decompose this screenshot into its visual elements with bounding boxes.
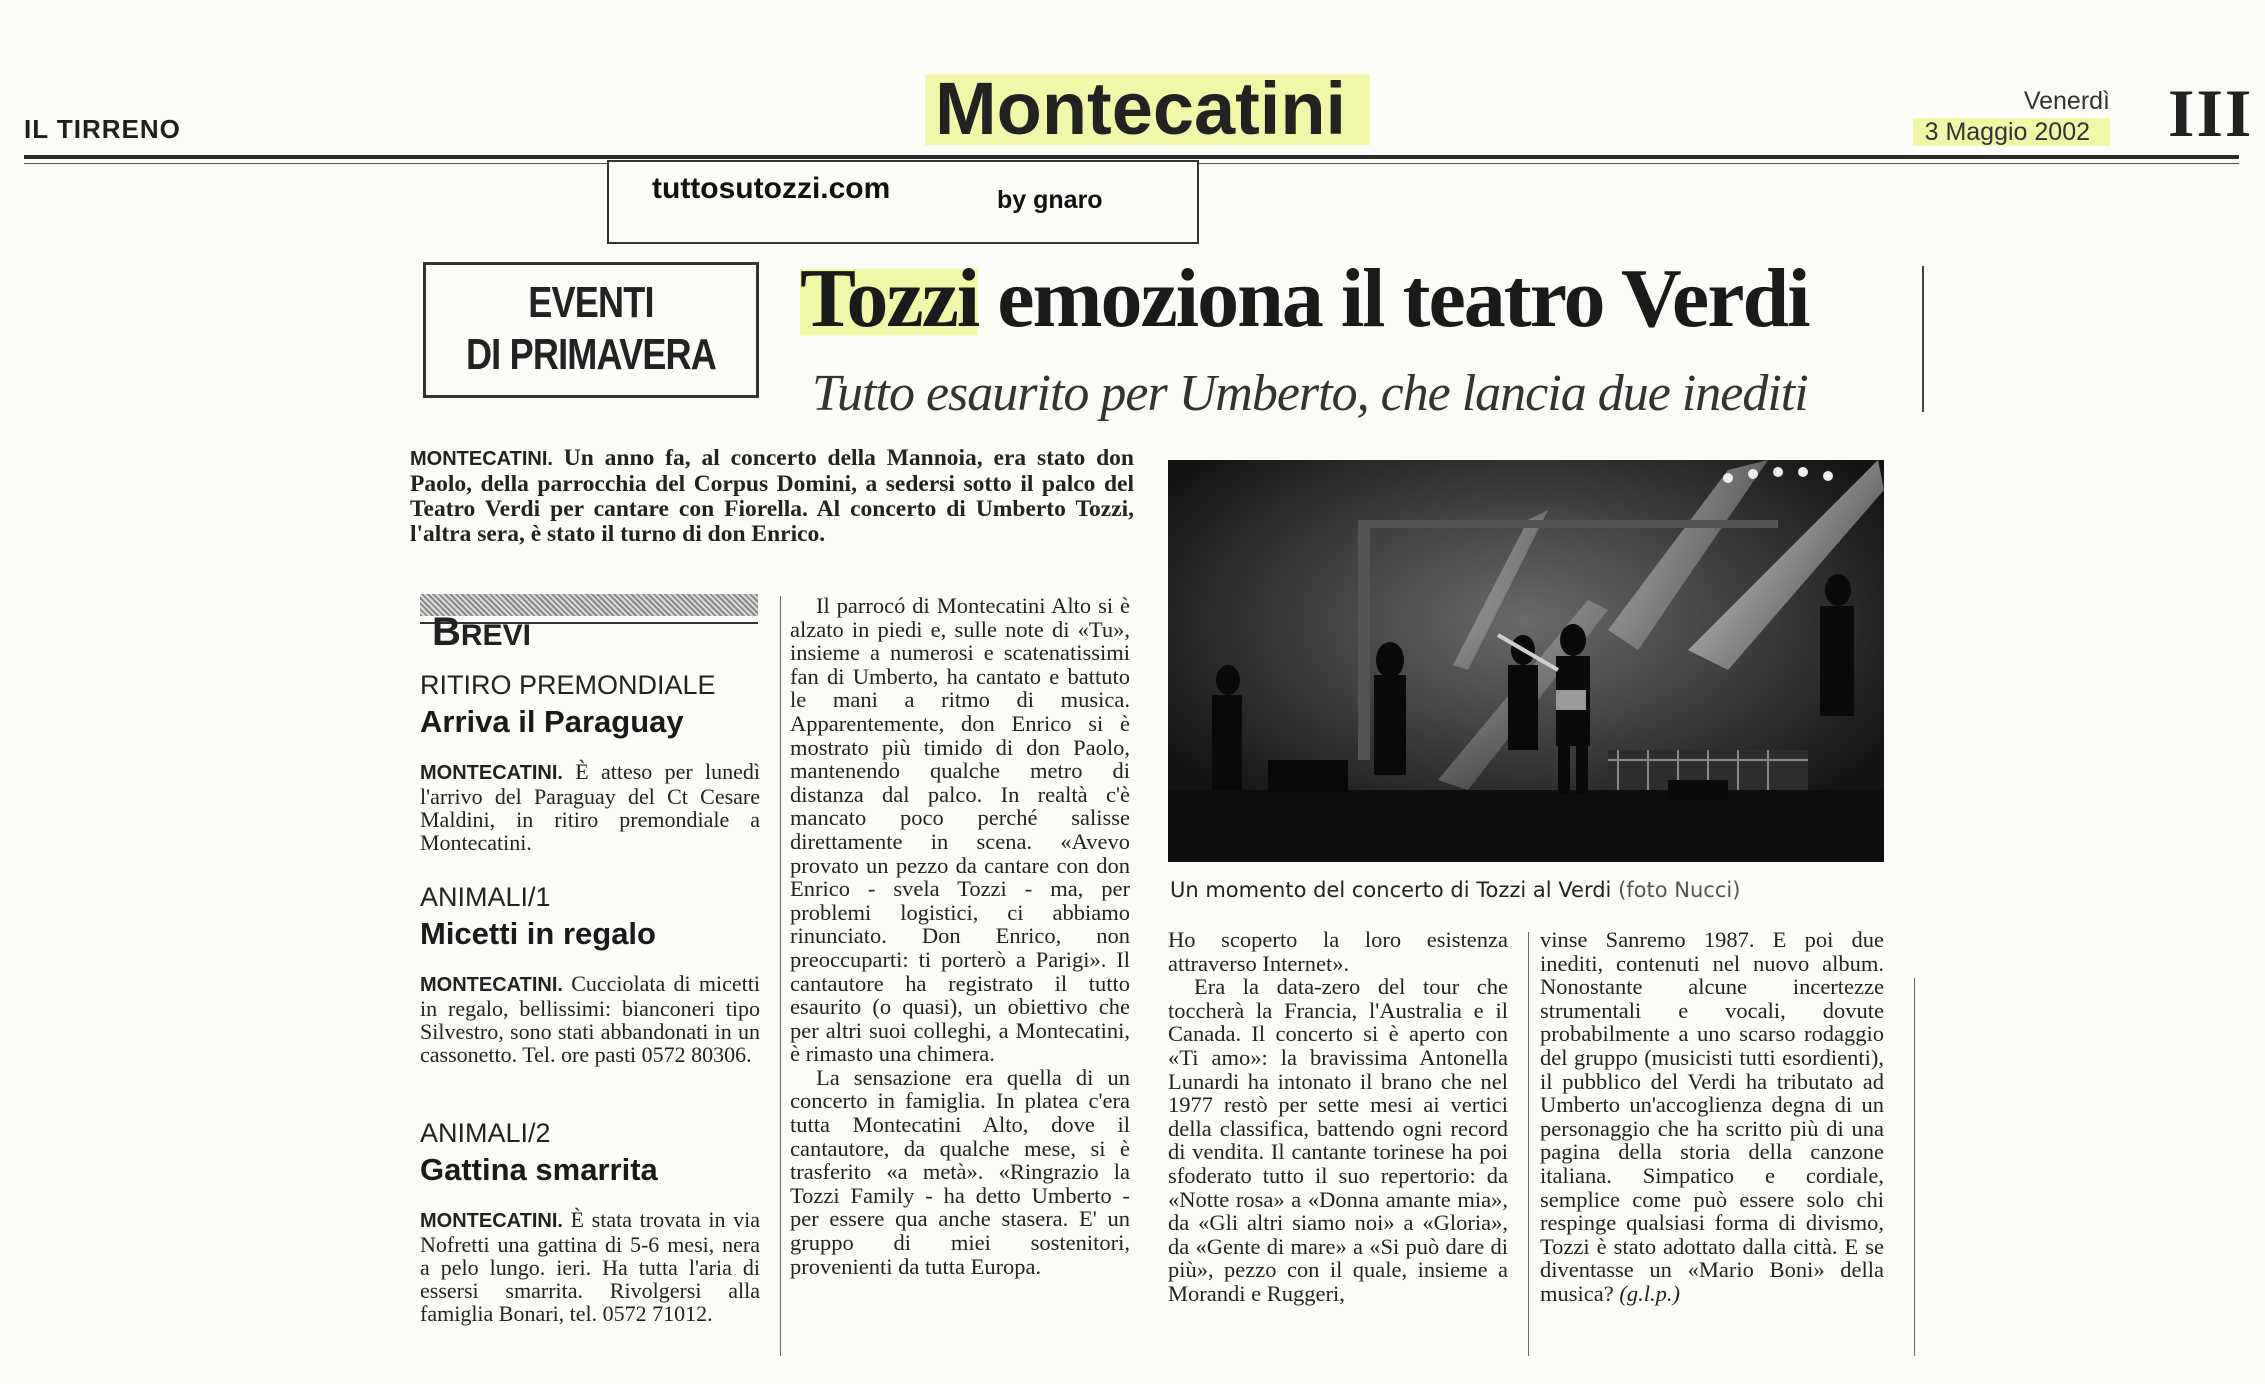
kicker-line-2: DI PRIMAVERA bbox=[465, 330, 717, 379]
brevi-category: RITIRO PREMONDIALE bbox=[420, 670, 716, 700]
headline-rest: emoziona il teatro Verdi bbox=[978, 252, 1809, 345]
brevi-body: È atteso per lunedì l'arrivo del Paraguay del Ct Cesare Maldini, in ritiro premondiale a Montecatini. bbox=[420, 759, 760, 855]
headline-side-rule bbox=[1922, 266, 1924, 412]
brevi-text bbox=[420, 760, 760, 854]
brevi-body: È stata trovata in via Nofretti una gattina di 5-6 mesi, nera a pelo lungo. ieri. Ha tutta l'aria di essersi smarrita. Rivolgersi alla famiglia Bonari, tel. 0572 71012. bbox=[420, 1207, 760, 1326]
brevi-category: ANIMALI/2 bbox=[420, 1118, 551, 1148]
lead-text: Un anno fa, al concerto della Mannoia, era stato don Paolo, della parrocchia del Corpus Domini, a sedersi sotto il palco del Teatro Verdi per cantare con Fiorella. Al concerto di Umberto Tozzi, l'altra sera, è stato il turno di don Enrico. bbox=[410, 445, 1134, 547]
article-column-2 bbox=[1168, 928, 1508, 1306]
brevi-headline: Gattina smarrita bbox=[420, 1152, 658, 1187]
brevi-category: ANIMALI/1 bbox=[420, 882, 551, 912]
page-number: III bbox=[2168, 75, 2254, 151]
brevi-text bbox=[420, 972, 760, 1066]
brevi-headline: Arriva il Paraguay bbox=[420, 704, 684, 739]
brevi-dateline: MONTECATINI. bbox=[420, 1210, 563, 1232]
brevi-dateline: MONTECATINI. bbox=[420, 974, 563, 996]
concert-photo bbox=[1168, 460, 1884, 862]
brevi-text bbox=[420, 1208, 760, 1325]
newspaper-name: IL TIRRENO bbox=[24, 114, 181, 144]
credit-site: tuttosutozzi.com bbox=[652, 172, 891, 205]
brevi-title-initial: B bbox=[432, 610, 461, 654]
date-block bbox=[1913, 86, 2110, 148]
kicker-line-1: EVENTI bbox=[528, 278, 654, 327]
author-signature: (g.l.p.) bbox=[1619, 1280, 1680, 1306]
lead-dateline: MONTECATINI. bbox=[410, 448, 553, 470]
kicker-box bbox=[423, 262, 759, 398]
credit-author: by gnaro bbox=[997, 186, 1103, 214]
caption-text: Un momento del concerto di Tozzi al Verdi bbox=[1170, 878, 1612, 902]
article-lead bbox=[410, 446, 1134, 547]
issue-day: Venerdì bbox=[2023, 87, 2110, 115]
brevi-dateline: MONTECATINI. bbox=[420, 762, 563, 784]
section-title: Montecatini bbox=[925, 66, 1370, 152]
article-column-1 bbox=[790, 594, 1130, 1278]
article-text: vinse Sanremo 1987. E poi due inediti, contenuti nel nuovo album. Nonostante alcune incertezze strumentali e vocali, dovute probabilmente a uno scarso rodaggio del gruppo (musicisti tutti esordienti), il pubblico del Verdi ha tributato ad Umberto un'accoglienza degna di un personaggio che ha scritto più di una pagina della storia della canzone italiana. Simpatico e cordiale, semplice come può essere solo chi respinge qualsiasi forma di divismo, Tozzi è stato adottato dalla città. E se diventasse un «Mario Boni» della musica? bbox=[1540, 927, 1884, 1306]
masthead-rule bbox=[24, 155, 2239, 159]
article-paragraph: Il parrocó di Montecatini Alto si è alzato in piedi e, sulle note di «Tu», insieme a numerosi e scatenatissimi fan di Umberto, ha cantato e battuto le mani a ritmo di musica. Apparentemente, don Enrico si è mostrato più timido di don Paolo, mantenendo qualche metro di distanza dal palco. In realtà c'è mancato poco perché salisse direttamente in scena. «Avevo provato un pezzo da cantare con don Enrico - svela Tozzi - ma, per problemi logistici, ci abbiamo rinunciato. Don Enrico, non preoccuparti: ti porterò a Parigi». Il cantautore ha registrato il tutto esaurito (o quasi), un obiettivo che per altri suoi colleghi, a Montecatini, è rimasto una chimera. bbox=[790, 593, 1130, 1067]
article-column-3 bbox=[1540, 928, 1884, 1306]
article-paragraph bbox=[1540, 928, 1884, 1306]
column-rule bbox=[780, 596, 781, 1356]
article-paragraph: La sensazione era quella di un concerto in famiglia. In platea c'era tutta Montecatini Alto, dove il cantautore, da qualche mese, si è trasferito «a metà». «Ringrazio la Tozzi Family - ha detto Umberto - per essere qua anche stasera. E' un gruppo di miei sostenitori, provenienti da tutta Europa. bbox=[790, 1064, 1130, 1279]
brevi-title bbox=[432, 610, 531, 655]
photo-credit: (foto Nucci) bbox=[1618, 878, 1741, 902]
brevi-body: Cucciolata di micetti in regalo, bellissimi: bianconeri tipo Silvestro, sono stati abbandonati in un cassonetto. Tel. ore pasti 0572 80306. bbox=[420, 971, 760, 1067]
issue-date: 3 Maggio 2002 bbox=[1913, 118, 2110, 146]
column-rule bbox=[1528, 932, 1529, 1356]
subheadline: Tutto esaurito per Umberto, che lancia due inediti bbox=[812, 365, 1808, 422]
column-rule bbox=[1914, 978, 1915, 1356]
photo-caption bbox=[1170, 878, 1740, 902]
headline bbox=[800, 250, 1809, 347]
article-paragraph: Era la data-zero del tour che toccherà la Francia, l'Australia e il Canada. Il concerto si è aperto con «Ti amo»: la bravissima Antonella Lunardi ha intonato il brano che nel 1977 restò per sette mesi ai vertici della classifica, battendo ogni record di vendita. Il cantante torinese ha poi sfoderato tutto il suo repertorio: da «Notte rosa» a «Donna amante mia», da «Gli altri siamo noi» a «Gloria», da «Gente di mare» a «Si può dare di più», pezzo con il quale, insieme a Morandi e Ruggeri, bbox=[1168, 974, 1508, 1306]
headline-highlight: Tozzi bbox=[800, 252, 979, 345]
brevi-title-rest: REVI bbox=[460, 619, 531, 652]
article-paragraph: Ho scoperto la loro esistenza attraverso Internet». bbox=[1168, 927, 1508, 976]
brevi-headline: Micetti in regalo bbox=[420, 916, 656, 951]
